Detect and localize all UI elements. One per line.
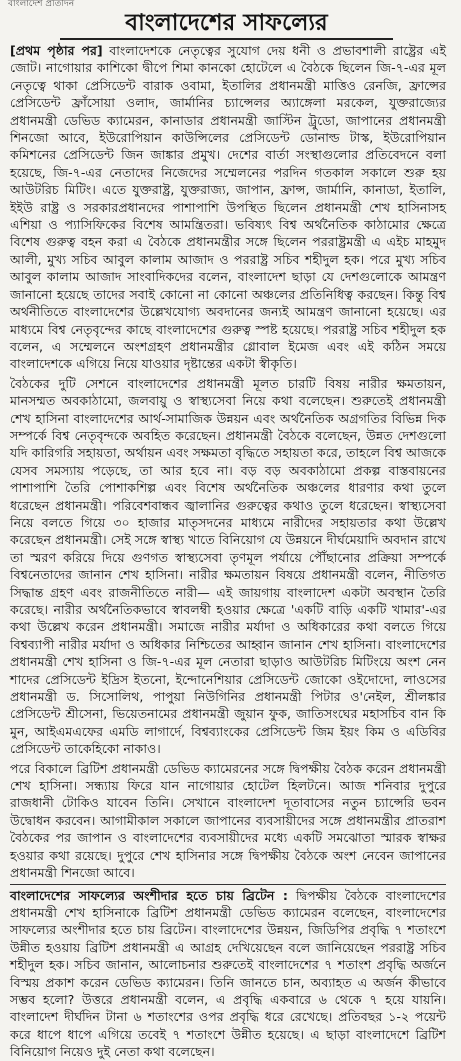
paragraph-britain-text: দ্বিপক্ষীয় বৈঠকে বাংলাদেশের প্রধানমন্ত্রী শেখ হাসিনাকে ব্রিটিশ প্রধানমন্ত্রী ডেভিড ক্যামেরন বলেছেন, বাংলাদেশের সাফল্যের অংশীদার হতে চায় ব্রিটেন। বাংলাদেশের উন্নয়ন, জিডিপির প্রবৃদ্ধি ৭ শতাংশে উন্নীত হওয়ায় ব্রিটিশ প্রধানমন্ত্রী এ আগ্রহ দেখিয়েছেন বলে জানিয়েছেন পররাষ্ট্র সচিব শহীদুল হক। সচিব জানান, আলোচনার শুরুতেই বাংলাদেশের ৭ শতাংশ প্রবৃদ্ধি অর্জনে বিস্ময় প্রকাশ করেন ডেভিড ক্যামেরন। তিনি জানতে চান, অব্যাহত এ অর্জন কীভাবে সম্ভব হলো? উত্তরে প্রধানমন্ত্রী বলেন, এ প্রবৃদ্ধি একবারে ৬ থেকে ৭ হয়ে যায়নি। বাংলাদেশ দীর্ঘদিন টানা ৬ শতাংশের ওপর প্রবৃদ্ধি ধরে রেখেছে। প্রতিবছর ১-২ পয়েন্ট করে ধাপে ধাপে এগিয়ে তবেই ৭ শতাংশে উন্নীত হয়েছে। এ ছাড়া বাংলাদেশে ব্রিটিশ বিনিয়োগ নিয়েও দুই নেতা কথা বলেছেন।: [10, 887, 446, 1060]
headline: বাংলাদেশের সাফল্যের: [60, 8, 393, 40]
paragraph-intro-text: বাংলাদেশকে নেতৃত্বের সুযোগ দেয় ধনী ও প্রভাবশালী রাষ্ট্রের এই জোট। নাগোয়ার কাশিকো দ্বীপে শিমা কানকো হোটেলে এ বৈঠকে ছিলেন জি-৭-এর মূল নেতৃত্বে থাকা প্রেসিডেন্ট বারাক ওবামা, ইতালির প্রধানমন্ত্রী মাত্তিও রেনজি, ফ্রান্সের প্রেসিডেন্ট ফ্রাঁসোয়া ওলাদ, জার্মানির চ্যান্সেলর অ্যাঙ্গেলা মরকেল, যুক্তরাজ্যের প্রধানমন্ত্রী ডেভিড ক্যামেরন, কানাডার প্রধানমন্ত্রী জাস্টিন ট্রুডো, জাপানের প্রধানমন্ত্রী শিনজো আবে, ইউরোপিয়ান কাউন্সিলের প্রেসিডেন্ট ডোনাল্ড টাস্ক, ইউরোপিয়ান কমিশনের প্রেসিডেন্ট জিন জাঙ্কার প্রমুখ। দেশের বার্তা সংস্থাগুলোর প্রতিবেদনে বলা হয়েছে, জি-৭-এর নেতাদের নিজেদের সম্মেলনের পরদিন গতকাল সকালে শুরু হয় আউটরিচ মিটিং। এতে যুক্তরাষ্ট্র, যুক্তরাজ্য, জাপান, ফ্রান্স, জার্মানি, কানাডা, ইতালি, ইইউ রাষ্ট্র ও সরকারপ্রধানদের পাশাপাশি উপস্থিত ছিলেন প্রধানমন্ত্রী শেখ হাসিনাসহ এশিয়া ও প্যাসিফিকের বিশেষ আমন্ত্রিতরা। ভবিষ্যৎ বিশ্ব অর্থনৈতিক কাঠামোর ক্ষেত্রে বিশেষ গুরুত্ব বহন করা এ বৈঠকে প্রধানমন্ত্রীর সঙ্গে ছিলেন পররাষ্ট্রমন্ত্রী এ এইচ মাহমুদ আলী, মুখ্য সচিব আবুল কালাম আজাদ ও পররাষ্ট্র সচিব শহীদুল হক। পরে মুখ্য সচিব আবুল কালাম আজাদ সাংবাদিকদের বলেন, বাংলাদেশ ছাড়া যে দেশগুলোকে আমন্ত্রণ জানানো হয়েছে তাদের সবাই কোনো না কোনো অঞ্চলের প্রতিনিধিত্ব করছেন। কিন্তু বিশ্ব অর্থনীতিতে বাংলাদেশের উল্লেখযোগ্য অবদানের জন্যই আমন্ত্রণ জানানো হয়েছে। এর মাধ্যমে বিশ্ব নেতৃবৃন্দের কাছে বাংলাদেশের গুরুত্ব স্পষ্ট হয়েছে। পররাষ্ট্র সচিব শহীদুল হক বলেন, এ সম্মেলনে অংশগ্রহণ প্রধানমন্ত্রীর গ্লোবাল ইমেজ এবং এই কঠিন সময়ে বাংলাদেশকে এগিয়ে নিয়ে যাওয়ার দৃষ্টান্তের একটা স্বীকৃতি।: [10, 43, 447, 372]
article-body: [10, 42, 447, 1060]
paragraph-bilateral-schedule: পরে বিকালে ব্রিটিশ প্রধানমন্ত্রী ডেভিড ক্যামেরনের সঙ্গে দ্বিপক্ষীয় বৈঠক করেন প্রধানমন্ত্রী শেখ হাসিনা। সন্ধ্যায় ফিরে যান নাগোয়ার হোটেল হিলটনে। আজ শনিবার দুপুরে রাজধানী টোকিও যাবেন তিনি। সেখানে বাংলাদেশ দূতাবাসের নতুন চ্যান্সেরি ভবন উদ্বোধন করবেন। আগামীকাল সকালে জাপানের ব্যবসায়ীদের সঙ্গে প্রধানমন্ত্রীর প্রাতরাশ বৈঠকের পর জাপান ও বাংলাদেশের ব্যবসায়ীদের মধ্যে একটি সমঝোতা স্মারক স্বাক্ষর হওয়ার কথা রয়েছে। দুপুরে শেখ হাসিনার সঙ্গে দ্বিপক্ষীয় বৈঠকে অংশ নেবেন জাপানের প্রধানমন্ত্রী শিনজো আবে।: [10, 760, 446, 881]
sub-heading: বাংলাদেশের সাফল্যের অংশীদার হতে চায় ব্রিটেন :: [10, 887, 288, 903]
paragraph-sessions: বৈঠকের দুটি সেশনে বাংলাদেশের প্রধানমন্ত্রী মূলত চারটি বিষয় নারীর ক্ষমতায়ন, মানসম্মত অবকাঠামো, জলবায়ু ও স্বাস্থ্যসেবা নিয়ে কথা বলেছেন। শুরুতেই প্রধানমন্ত্রী শেখ হাসিনা বাংলাদেশের আর্থ-সামাজিক উন্নয়ন এবং অর্থনৈতিক অগ্রগতির বিভিন্ন দিক সম্পর্কে বিশ্ব নেতৃবৃন্দকে অবহিত করেছেন। প্রধানমন্ত্রী বৈঠকে বলেছেন, উন্নত দেশগুলো যদি কারিগরি সহায়তা, অর্থায়ন এবং সক্ষমতা বৃদ্ধিতে সহায়তা করে, তাহলে বিশ্ব আজকে যেসব সমস্যায় পড়েছে, তা আর হবে না। বড় বড় অবকাঠামো প্রকল্প বাস্তবায়নের পাশাপাশি তৈরি পোশাকশিল্প এবং বিশেষ অর্থনৈতিক অঞ্চলের ধারণার কথা তুলে ধরেছেন প্রধানমন্ত্রী। পরিবেশবান্ধব জ্বালানির গুরুত্বের কথাও তুলে ধরেছেন। স্বাস্থ্যসেবা নিয়ে বলতে গিয়ে ৩০ হাজার মাতৃসদনের মাধ্যমে নারীদের সহায়তার কথা উল্লেখ করেছেন প্রধানমন্ত্রী। সেই সঙ্গে স্বাস্থ্য খাতে বিনিয়োগ যে উন্নয়নে দীর্ঘমেয়াদি অবদান রাখে তা স্মরণ করিয়ে দিয়ে গুণগত স্বাস্থ্যসেবা তৃণমূল পর্যায়ে পৌঁছানোর প্রক্রিয়া সম্পর্কে বিশ্বনেতাদের জানান শেখ হাসিনা। নারীর ক্ষমতায়ন বিষয়ে প্রধানমন্ত্রী বলেন, নীতিগত সিদ্ধান্ত গ্রহণ এবং রাজনীতিতে নারী— এই জায়গায় বাংলাদেশ একটা অবস্থান তৈরি করেছে। নারীর অর্থনৈতিকভাবে স্বাবলম্বী হওয়ার ক্ষেত্রে 'একটি বাড়ি একটি খামার'-এর কথা উল্লেখ করেন প্রধানমন্ত্রী। সমাজে নারীর মর্যাদা ও অধিকারের কথা বলতে গিয়ে বিশ্বব্যাপী নারীর মর্যাদা ও অধিকার নিশ্চিতের আহ্বান জানান শেখ হাসিনা। বাংলাদেশের প্রধানমন্ত্রী শেখ হাসিনা ও জি-৭-এর মূল নেতারা ছাড়াও আউটরিচ মিটিংয়ে অংশ নেন শাদের প্রেসিডেন্ট ইদ্রিস ইতনো, ইন্দোনেশিয়ার প্রেসিডেন্ট জোকো ওইদোদো, লাওসের প্রধানমন্ত্রী ড. সিসোলিথ, পাপুয়া নিউগিনির প্রধানমন্ত্রী পিটার ও'নেইল, শ্রীলঙ্কার প্রেসিডেন্ট শ্রীসেনা, ভিয়েতনামের প্রধানমন্ত্রী জুয়ান ফুক, জাতিসংঘের মহাসচিব বান কি মুন, আইএমএফের এমডি লাগার্দে, বিশ্বব্যাংকের প্রেসিডেন্ট জিম ইয়ং কিম ও এডিবির প্রেসিডেন্ট তাকেহিকো নাকাও।: [10, 375, 446, 757]
page-continuation-tag: [প্রথম পৃষ্ঠার পর]: [10, 43, 103, 58]
previous-article-strip: বাংলাদেশ প্রতিদিন: [8, 0, 75, 9]
paragraph-britain: [10, 887, 446, 1061]
paragraph-intro: [10, 42, 446, 373]
section-divider: [10, 884, 446, 885]
